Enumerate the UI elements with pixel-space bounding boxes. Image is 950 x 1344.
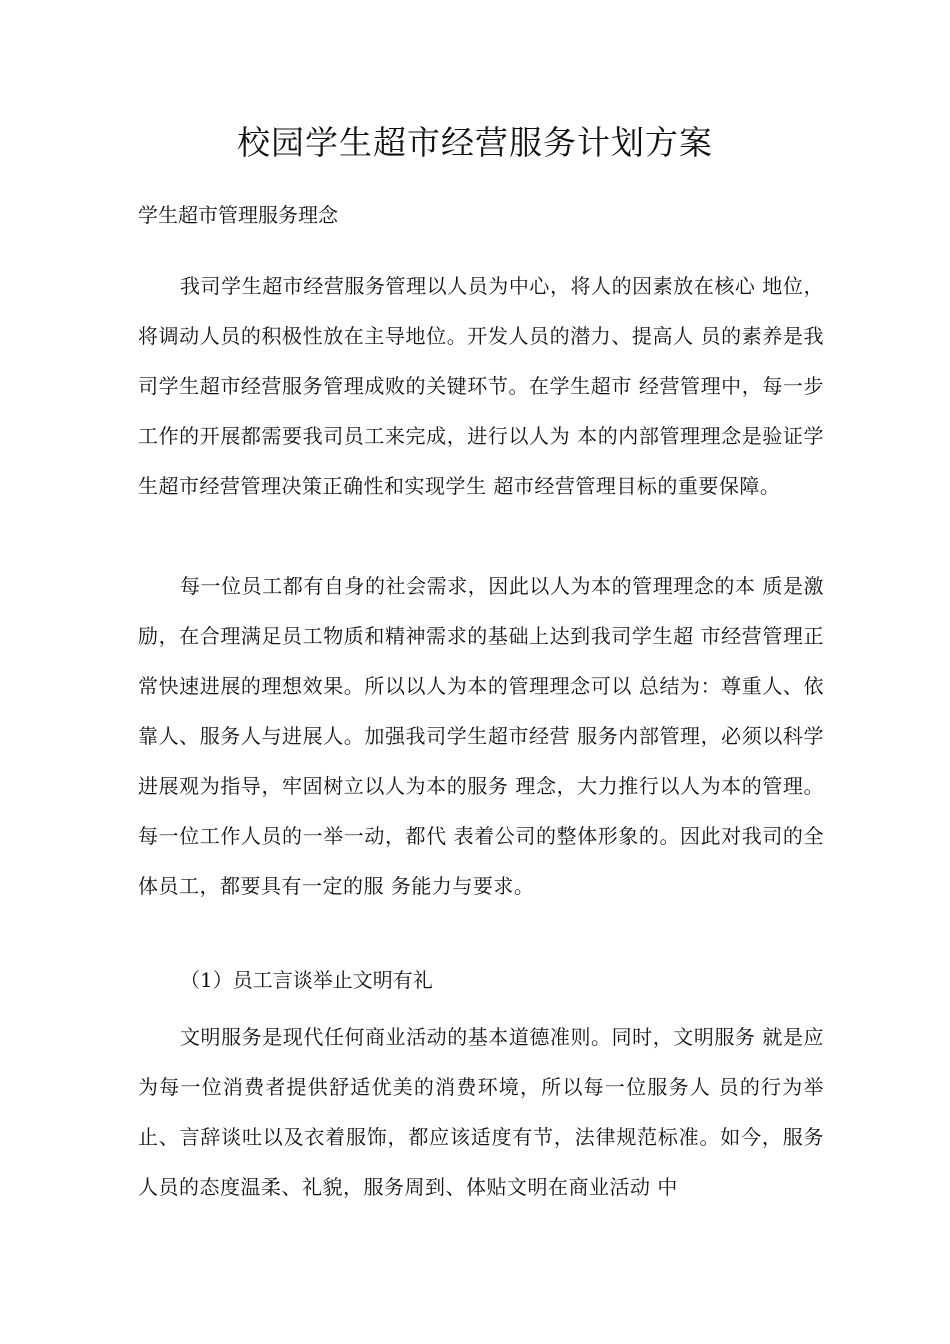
paragraph-2: 每一位员工都有自身的社会需求，因此以人为本的管理理念的本 质是激励，在合理满足员工物质和精神需求的基础上达到我司学生超 市经营管理正常快速进展的理想效果。所以以人为本的管理理念可以 总结为：尊重人、依靠人、服务人与进展人。加强我司学生超市经营 服务内部管理，必须以科学进展观为指导，牢固树立以人为本的服务 理念，大力推行以人为本的管理。每一位工作人员的一举一动，都代 表着公司的整体形象的。因此对我司的全体员工，都要具有一定的服 务能力与要求。 bbox=[138, 574, 824, 898]
sub-heading: （1）员工言谈举止文明有礼 bbox=[180, 968, 433, 992]
paragraph-3: 文明服务是现代任何商业活动的基本道德准则。同时，文明服务 就是应为每一位消费者提供舒适优美的消费环境，所以每一位服务人 员的行为举止、言辞谈吐以及衣着服饰，都应该适度有节，法律规范标准。如今，服务人员的态度温柔、礼貌，服务周到、体贴文明在商业活动 中 bbox=[138, 1025, 824, 1199]
document-title: 校园学生超市经营服务计划方案 bbox=[237, 123, 713, 162]
paragraph-1: 我司学生超市经营服务管理以人员为中心，将人的因素放在核心 地位，将调动人员的积极性放在主导地位。开发人员的潜力、提高人 员的素养是我司学生超市经营服务管理成败的关键环节。在学生超市 经营管理中，每一步工作的开展都需要我司员工来完成，进行以人为 本的内部管理理念是验证学生超市经营管理决策正确性和实现学生 超市经营管理目标的重要保障。 bbox=[138, 274, 824, 498]
section-heading: 学生超市管理服务理念 bbox=[138, 203, 338, 227]
